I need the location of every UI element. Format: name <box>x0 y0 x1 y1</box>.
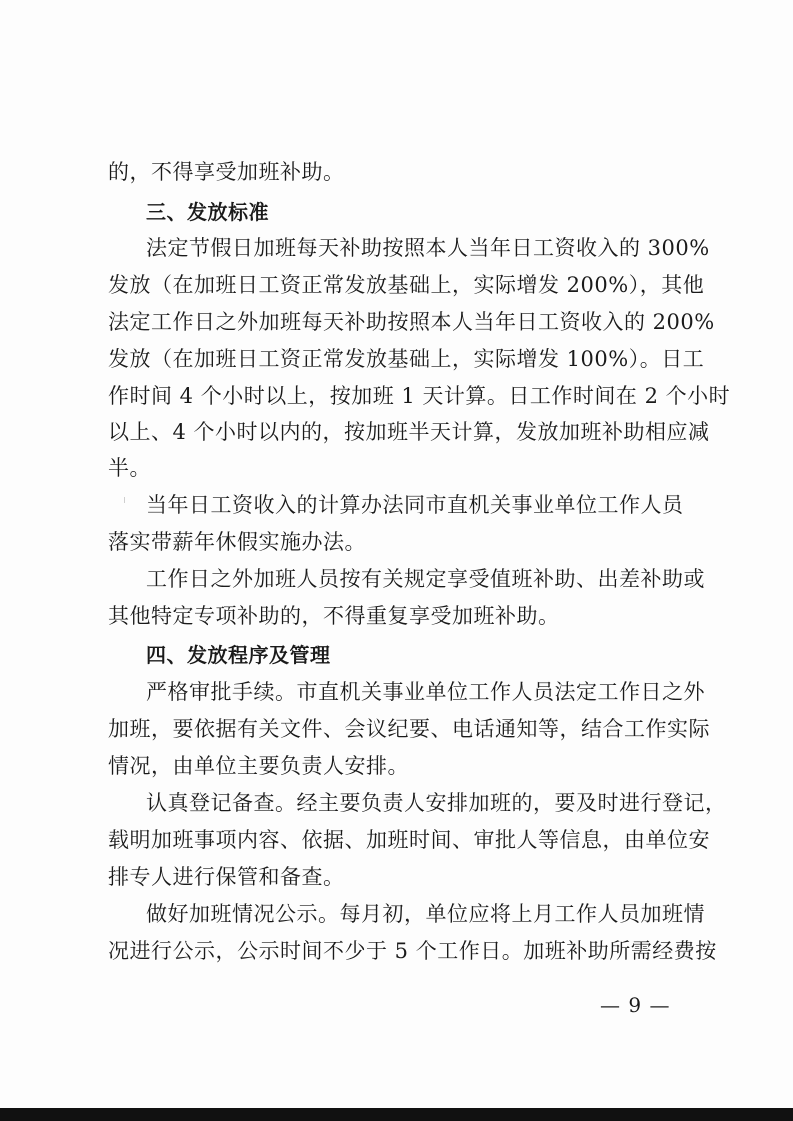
text-line: 作时间 4 个小时以上，按加班 1 天计算。日工作时间在 2 个小时 <box>108 384 731 408</box>
text-line: 认真登记备查。经主要负责人安排加班的，要及时进行登记， <box>146 791 727 815</box>
text-line: 载明加班事项内容、依据、加班时间、审批人等信息，由单位安 <box>108 828 710 852</box>
section-heading: 四、发放程序及管理 <box>146 643 331 667</box>
text-line: 以上、4 个小时以内的，按加班半天计算，发放加班补助相应减 <box>108 420 710 444</box>
text-line: 工作日之外加班人员按有关规定享受值班补助、出差补助或 <box>146 567 705 591</box>
section-heading: 三、发放标准 <box>146 200 269 224</box>
text-line: 严格审批手续。市直机关事业单位工作人员法定工作日之外 <box>146 680 705 704</box>
text-line: 发放（在加班日工资正常发放基础上，实际增发 200%），其他 <box>108 273 705 297</box>
text-line: 其他特定专项补助的，不得重复享受加班补助。 <box>108 604 560 628</box>
text-line: 加班，要依据有关文件、会议纪要、电话通知等，结合工作实际 <box>108 717 710 741</box>
scan-artifact <box>124 497 125 503</box>
text-line: 况进行公示，公示时间不少于 5 个工作日。加班补助所需经费按 <box>108 939 717 963</box>
text-line: 当年日工资收入的计算办法同市直机关事业单位工作人员 <box>146 493 684 517</box>
text-line: 的，不得享受加班补助。 <box>108 160 345 184</box>
text-line: 排专人进行保管和备查。 <box>108 865 345 889</box>
text-line: 法定节假日加班每天补助按照本人当年日工资收入的 300% <box>146 236 710 260</box>
text-line: 法定工作日之外加班每天补助按照本人当年日工资收入的 200% <box>108 310 715 334</box>
text-line: 发放（在加班日工资正常发放基础上，实际增发 100%）。日工 <box>108 347 705 371</box>
text-line: 半。 <box>108 456 151 480</box>
text-line: 做好加班情况公示。每月初，单位应将上月工作人员加班情 <box>146 902 705 926</box>
text-line: 情况，由单位主要负责人安排。 <box>108 754 409 778</box>
scan-border <box>0 1108 793 1121</box>
text-line: 落实带薪年休假实施办法。 <box>108 530 366 554</box>
page-number: — 9 — <box>600 993 671 1017</box>
